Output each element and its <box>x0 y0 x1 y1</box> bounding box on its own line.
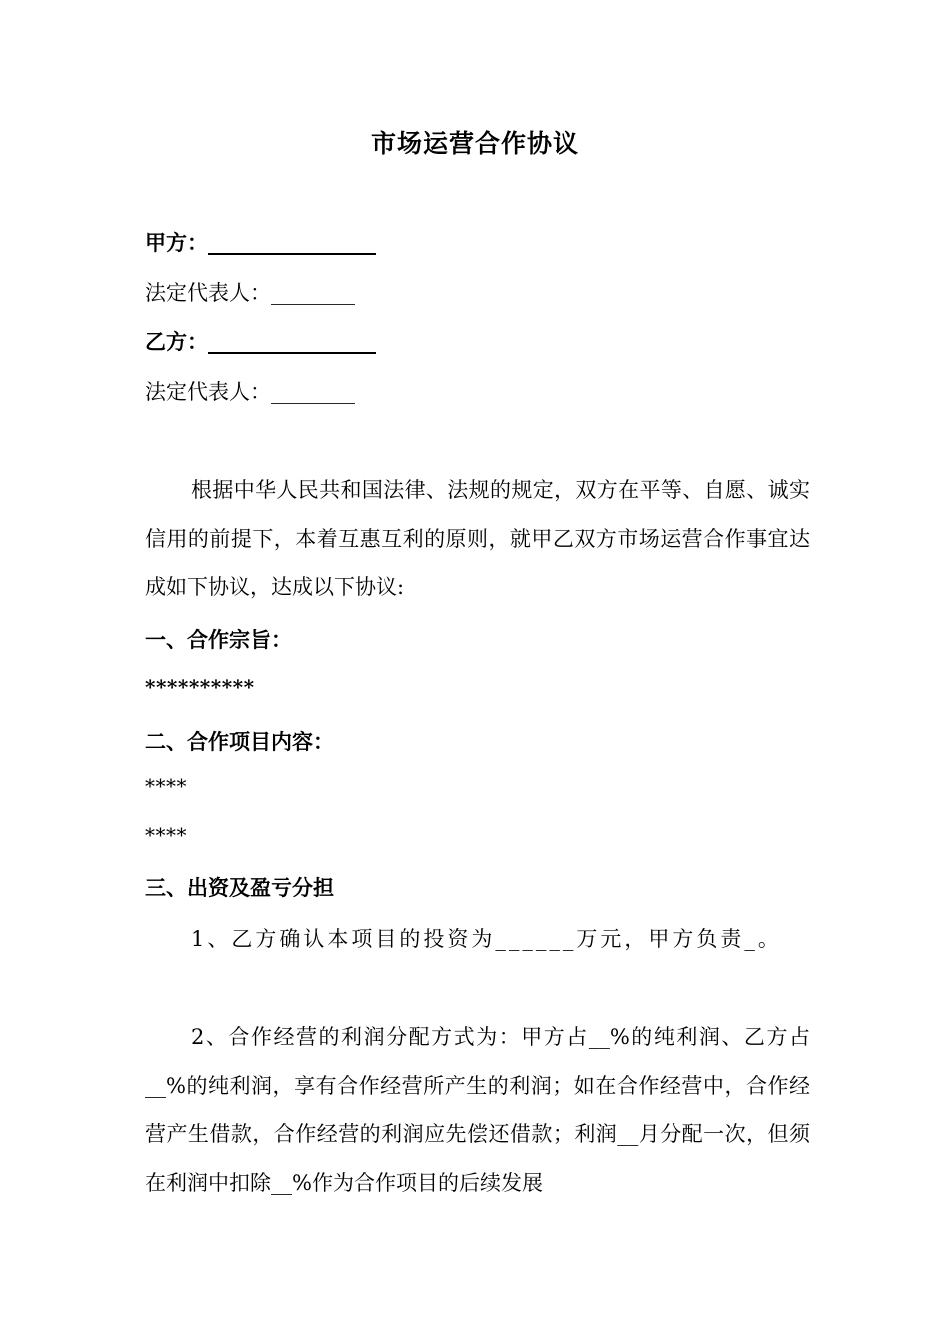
section-2-item: **** <box>145 774 187 798</box>
rep-a-label: 法定代表人： <box>145 281 271 305</box>
section-2-item: **** <box>145 823 187 847</box>
party-b-blank: ________________ <box>208 329 376 354</box>
party-a-blank: ________________ <box>208 230 376 255</box>
party-b-label: 乙方： <box>145 329 208 354</box>
section-1-content: ********** <box>145 675 255 699</box>
party-a-label: 甲方： <box>145 230 208 255</box>
rep-b-line <box>145 378 355 406</box>
section-2-heading: 二、合作项目内容： <box>145 729 334 754</box>
section-1-heading: 一、合作宗旨： <box>145 627 292 652</box>
party-b-line <box>145 328 376 356</box>
rep-a-blank: ________ <box>271 281 355 305</box>
rep-a-line <box>145 279 355 307</box>
rep-b-label: 法定代表人： <box>145 380 271 404</box>
section-3-clause-1: 1、乙方确认本项目的投资为______万元，甲方负责_。 <box>191 927 782 951</box>
document-title: 市场运营合作协议 <box>370 129 579 158</box>
preamble-paragraph: 根据中华人民共和国法律、法规的规定，双方在平等、自愿、诚实信用的前提下，本着互惠互利的原则，就甲乙双方市场运营合作事宜达成如下协议，达成以下协议: <box>145 478 810 599</box>
party-a-line <box>145 229 376 257</box>
rep-b-blank: ________ <box>271 380 355 404</box>
section-3-heading: 三、出资及盈亏分担 <box>145 875 334 900</box>
section-3-clause-2: 2、合作经营的利润分配方式为：甲方占__%的纯利润、乙方占__%的纯利润，享有合作经营所产生的利润；如在合作经营中，合作经营产生借款，合作经营的利润应先偿还借款；利润__月分配一次，但须在利润中扣除__%作为合作项目的后续发展 <box>145 1025 810 1195</box>
